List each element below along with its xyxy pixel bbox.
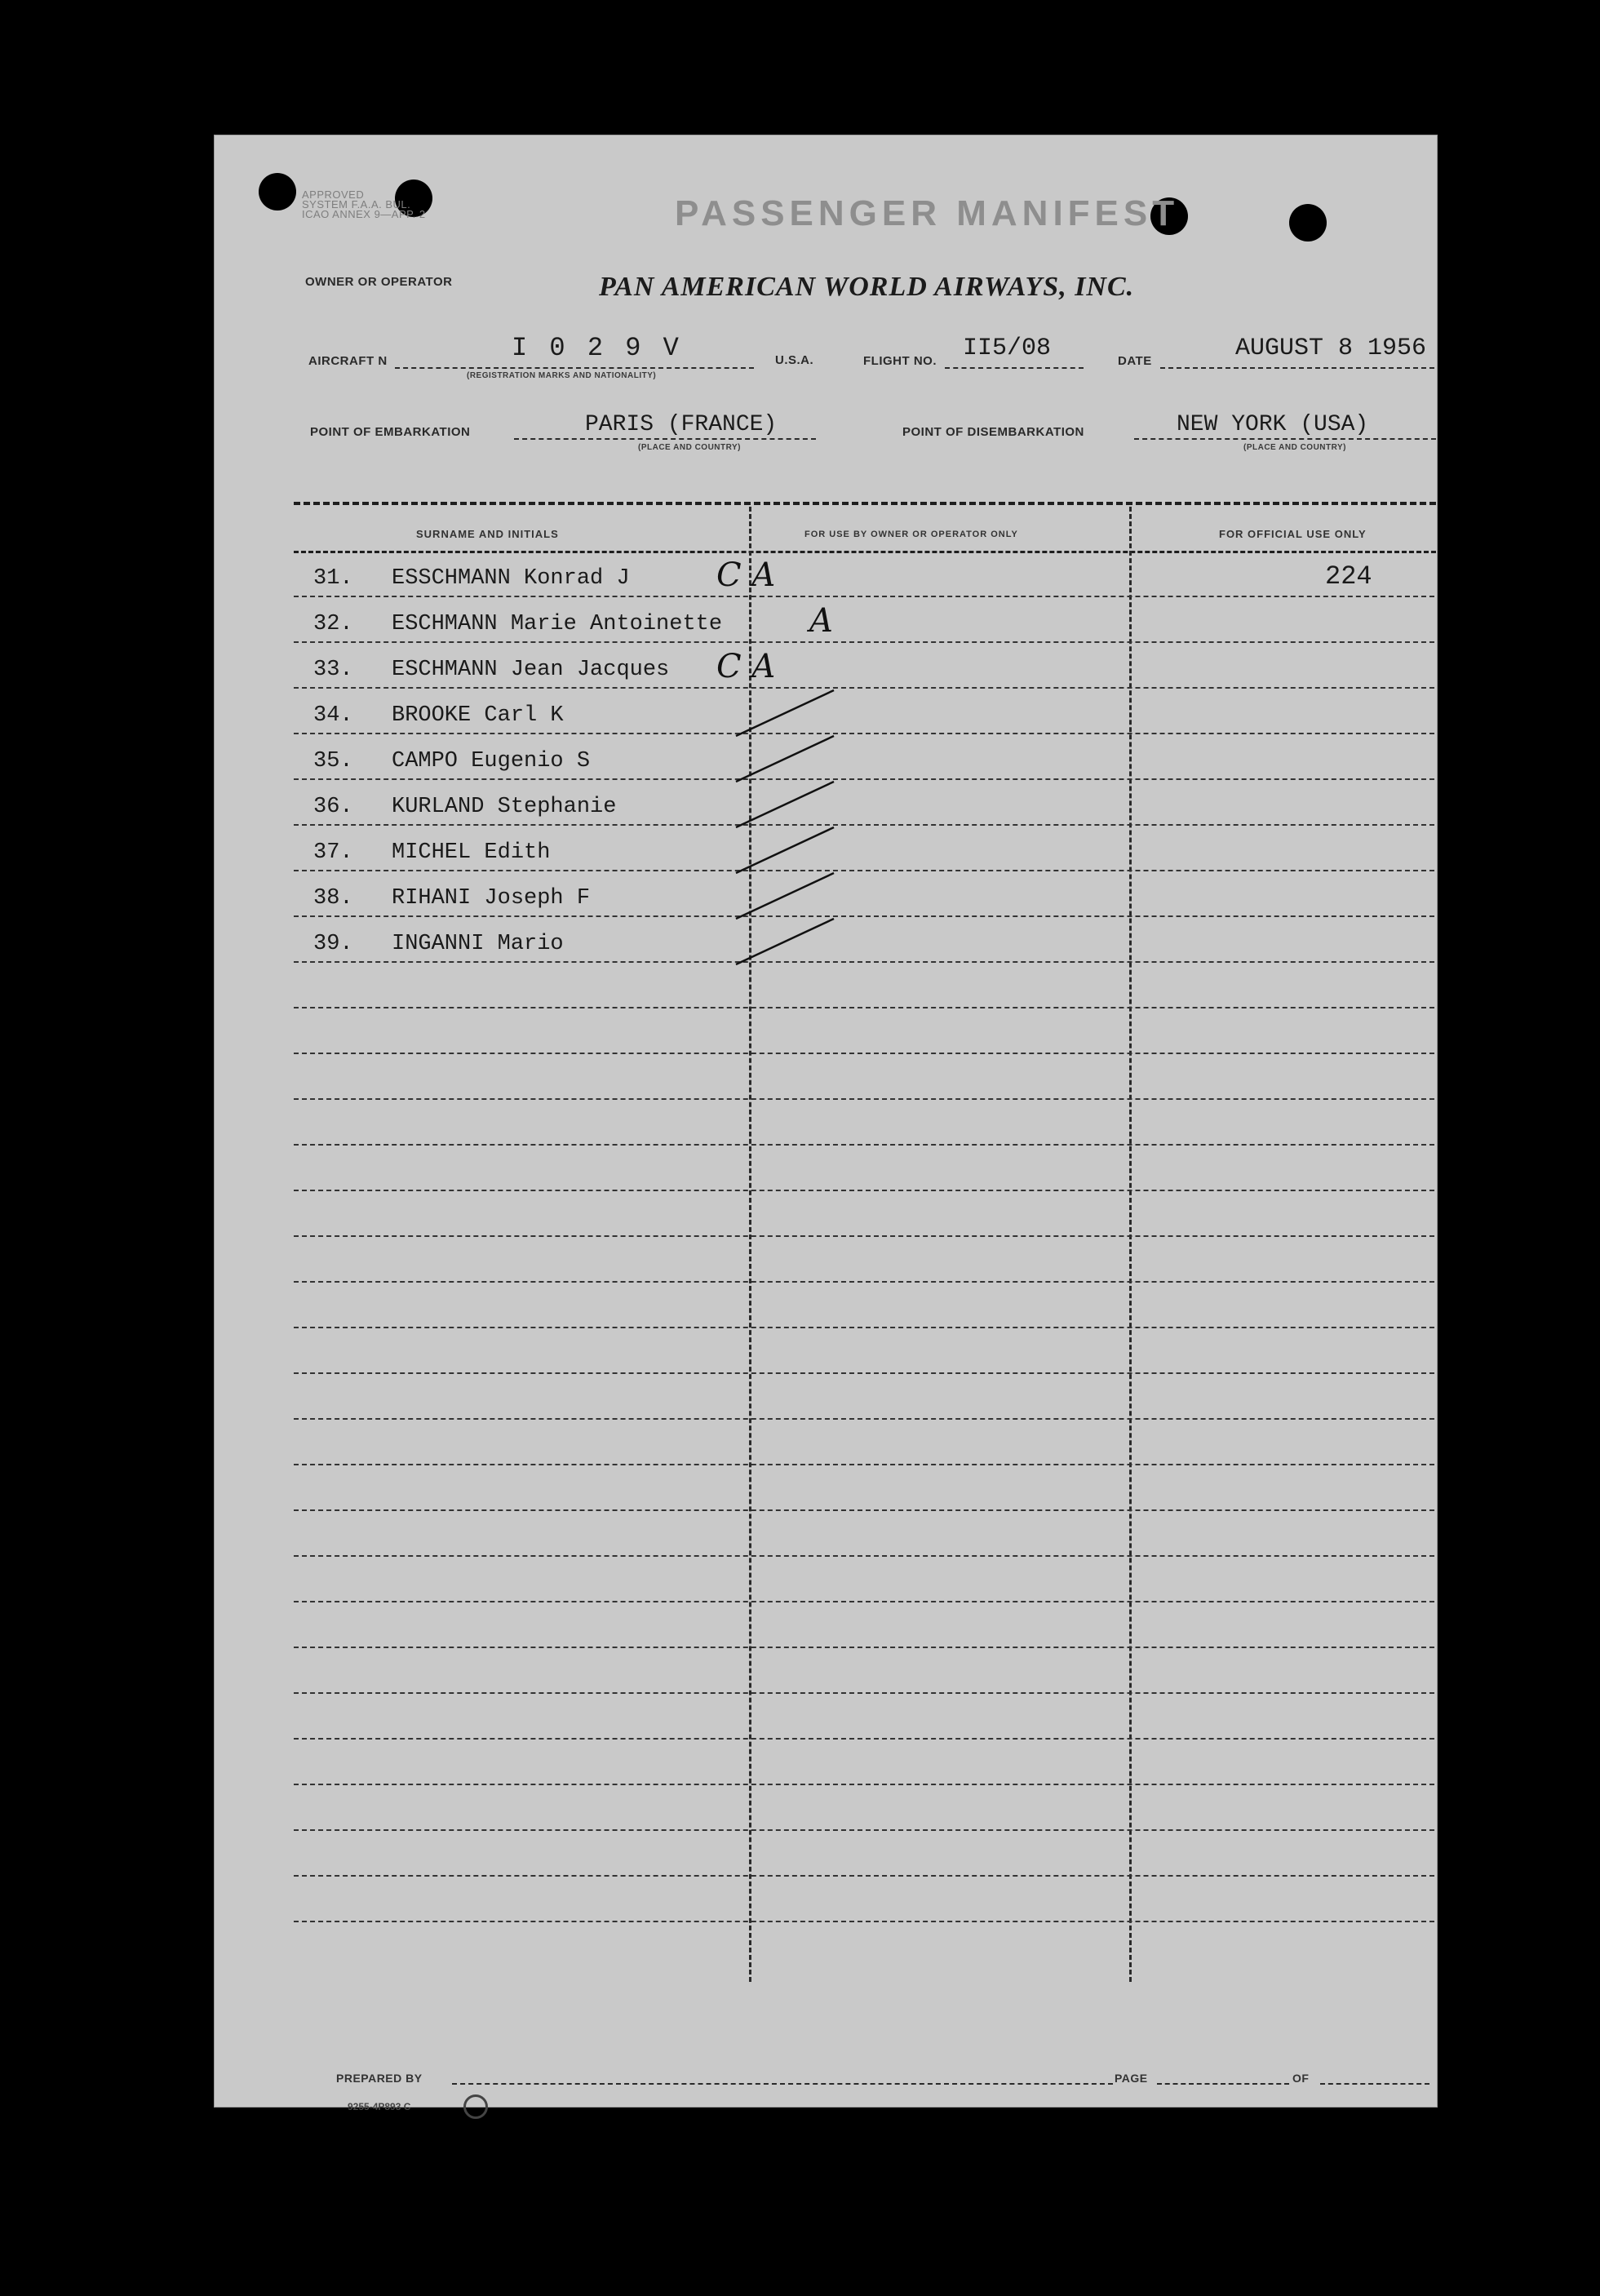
table-row-line [294, 1418, 1434, 1420]
passenger-number: 35. [313, 749, 353, 773]
passenger-number: 34. [313, 703, 353, 728]
prepared-by-underline [452, 2083, 1113, 2085]
passenger-name: INGANNI Mario [392, 932, 564, 956]
date-value: AUGUST 8 1956 [1235, 335, 1427, 362]
registration-caption: (REGISTRATION MARKS AND NATIONALITY) [467, 371, 657, 380]
owner-label: OWNER OR OPERATOR [305, 275, 453, 289]
check-marks [214, 135, 1438, 1195]
table-row-line [294, 1235, 1434, 1237]
check-stroke [736, 690, 834, 736]
embarkation-value: PARIS (FRANCE) [585, 412, 778, 437]
passenger-number: 31. [313, 566, 353, 591]
passenger-number: 38. [313, 886, 353, 911]
table-row-line [294, 1738, 1434, 1740]
aircraft-label: AIRCRAFT N [308, 354, 388, 368]
table-row-line [294, 1509, 1434, 1511]
flight-value: II5/08 [963, 335, 1052, 362]
disembarkation-value: NEW YORK (USA) [1177, 412, 1369, 437]
table-row-line [294, 1875, 1434, 1877]
passenger-number: 33. [313, 658, 353, 682]
check-stroke [736, 919, 834, 964]
official-use-value: 224 [1325, 561, 1372, 592]
column-header-surname: SURNAME AND INITIALS [416, 528, 559, 540]
handwritten-mark: A [809, 602, 833, 640]
table-row-line [294, 1372, 1434, 1374]
approval-line: SYSTEM F.A.A. BUL. [302, 198, 411, 211]
prepared-by-label: PREPARED BY [336, 2072, 423, 2085]
passenger-number: 32. [313, 612, 353, 636]
check-stroke [736, 873, 834, 919]
manifest-sheet [214, 135, 1438, 2112]
check-stroke [736, 782, 834, 827]
approval-line: APPROVED [302, 188, 365, 201]
passenger-name: MICHEL Edith [392, 840, 551, 865]
table-row-line [294, 1281, 1434, 1283]
passenger-name: ESSCHMANN Konrad J [392, 566, 630, 591]
passenger-name: BROOKE Carl K [392, 703, 564, 728]
table-row-line [294, 1327, 1434, 1328]
handwritten-mark: C A [716, 556, 776, 594]
passenger-name: KURLAND Stephanie [392, 795, 617, 819]
date-label: DATE [1118, 354, 1152, 368]
table-row-line [294, 1692, 1434, 1694]
column-header-operator-use: FOR USE BY OWNER OR OPERATOR ONLY [804, 530, 1018, 539]
operator-name: PAN AMERICAN WORLD AIRWAYS, INC. [599, 272, 1135, 302]
check-stroke [736, 736, 834, 782]
column-header-official-use: FOR OFFICIAL USE ONLY [1219, 528, 1367, 540]
page-label: PAGE [1115, 2072, 1148, 2085]
passenger-name: CAMPO Eugenio S [392, 749, 591, 773]
passenger-number: 39. [313, 932, 353, 956]
flight-label: FLIGHT NO. [863, 354, 937, 368]
embarkation-caption: (PLACE AND COUNTRY) [638, 443, 741, 452]
page-title: PASSENGER MANIFEST [675, 193, 1180, 233]
table-row-line [294, 1555, 1434, 1557]
table-row-line [294, 1921, 1434, 1922]
disembarkation-label: POINT OF DISEMBARKATION [902, 425, 1084, 439]
check-stroke [736, 827, 834, 873]
page-underline [1157, 2083, 1289, 2085]
disembarkation-caption: (PLACE AND COUNTRY) [1243, 443, 1346, 452]
table-row-line [294, 1601, 1434, 1602]
usa-label: U.S.A. [775, 353, 814, 367]
passenger-name: ESCHMANN Jean Jacques [392, 658, 670, 682]
table-row-line [294, 1464, 1434, 1465]
passenger-name: ESCHMANN Marie Antoinette [392, 612, 723, 636]
embarkation-label: POINT OF EMBARKATION [310, 425, 471, 439]
passenger-name: RIHANI Joseph F [392, 886, 591, 911]
union-label-icon [463, 2094, 488, 2119]
approval-line: ICAO ANNEX 9—APP. 2 [302, 208, 426, 220]
passenger-number: 37. [313, 840, 353, 865]
of-label: OF [1292, 2072, 1310, 2085]
table-row-line [294, 1647, 1434, 1648]
of-underline [1320, 2083, 1429, 2085]
table-row-line [294, 1829, 1434, 1831]
passenger-number: 36. [313, 795, 353, 819]
form-number: 9255-4P893 C [348, 2101, 411, 2112]
aircraft-value: I 0 2 9 V [512, 333, 682, 363]
table-row-line [294, 1784, 1434, 1785]
handwritten-mark: C A [716, 648, 776, 685]
